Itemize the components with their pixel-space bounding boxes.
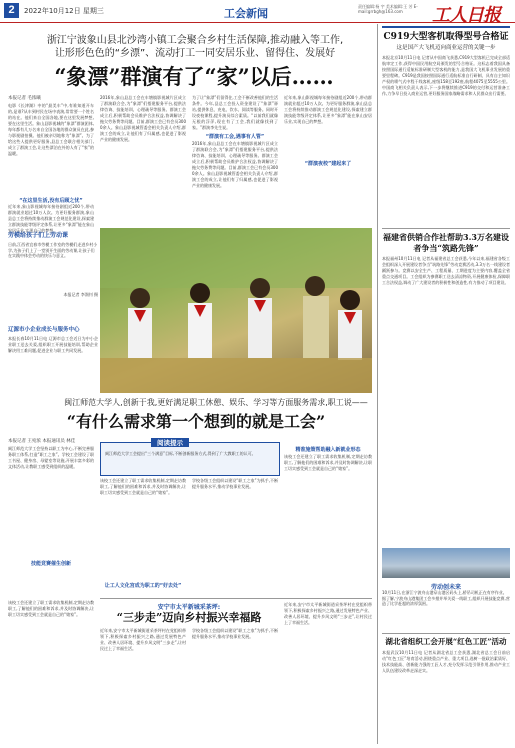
story2-col-1: 闽江师范大学工会坚持以职工为中心,不断完善服务职工体系,打造“职工之家”。学校工会建设了职工书屋、健身房、母婴室等设施,开展丰富多彩的文体活动,让教职工感受到组织的温暖。	[8, 446, 94, 469]
photo-credit: 本报记者 李润钊 摄	[63, 292, 98, 297]
right-story1-text: 本报北京10月11日电 记者从中国商飞获悉,C919大型客机已完成全部适航审定工作,获得中国民用航空局颁发的型号合格证。这标志着我国具备按照国际通行适航标准研制大型客机的能力,是我国大飞机事业发展的重要里程碑。C919是我国按照国际通行适航标准自行研制、具有自主知识产权的喷气式中程干线客机,座级158至192座,航程4075至5555公里。中国商飞相关负责人表示,下一步将继续推进C919的交付和运营准备工作,力争早日投入商业运营,更好服务国家战略需求和人民群众出行需要。	[382, 55, 510, 96]
left-story-headline: 辽源市小企业成长与服务中心	[8, 327, 80, 333]
column-divider	[377, 24, 378, 744]
lead-col-4: 近年来,象山影视城每年接待剧组近200个,带动群演就业超过10万人次。为更好服务群演,象山县总工会将持续推动群演工会规范化建设,探索建立群演技能等级评定体系,让更多“象漂”能在象山安居乐业,实现自己的梦想。	[284, 95, 372, 124]
story2-col-1b: 该校工会还建立了职工需求收集机制,定期走访教职工,了解他们的困难和诉求,并及时协调解决,让职工切实感受到工会就是自己的“娘家”。	[8, 600, 94, 617]
lead-col-3: 2016年,象山县总工会在车塘镇影视城片区成立了群演联合会,为“象漂”们搭建服务平台,提供法律咨询、技能培训、心理疏导等服务。群演工会成立后,积极帮助会员维护合法权益,协调解决了拖欠劳务费等问题。目前,群演工会已有会员3000余人。象山县影视城管委会相关负责人介绍,群演工会的成立,让他们有了归属感,也促进了影视产业的健康发展。	[192, 141, 278, 188]
lead-subtitle: 浙江宁波象山县北沙湾小镇工会聚合乡村生活保障,推动融入等工作,	[46, 35, 344, 46]
photo-title: 劳模给孩子们上劳动课	[8, 232, 69, 239]
story2-byline: 本报记者 王宛浓 本报通讯员 林佳	[8, 439, 76, 444]
story3-col-1: 近年来,安宁市太平新城街道采茶坪村在党组织带领下,积极探索乡村振兴之路,通过发展特色产业、改善人居环境、提升乡风文明“三步走”,让村民过上了幸福生活。	[100, 628, 186, 651]
right-story4-headline: 湖北省组织工会开展“红色工匠”活动	[385, 637, 507, 646]
lead-byline: 本报记者 毛浓曦	[8, 96, 41, 101]
lead-col-1b: 近年来,象山影视城每年接待剧组近200个,带动群演就业超过10万人次。为更好服务群演,象山县总工会将持续推动群演工会规范化建设,探索建立群演技能等级评定体系,让更多“象漂”能在象山安居乐业,实现自己的梦想。	[8, 204, 94, 233]
story2-subhead-2: 让工人文化宫成为职工的“好去处”	[104, 583, 182, 589]
story2-col-2: 该校工会还建立了职工需求收集机制,定期走访教职工,了解他们的困难和诉求,并及时协调解决,让职工切实感受到工会就是自己的“娘家”。	[100, 478, 186, 495]
right-story2-headline: 福建省供销合作社帮助3.3万名建设者争当“筑路先锋”	[383, 232, 509, 253]
right-top-rule	[382, 26, 510, 28]
reading-tip-box	[100, 439, 280, 476]
story3-headline: “三步走”迈向乡村振兴幸福路	[116, 611, 262, 624]
story3-col-3: 近年来,安宁市太平新城街道采茶坪村在党组织带领下,积极探索乡村振兴之路,通过发展特色产业、改善人居环境、提升乡风文明“三步走”,让村民过上了幸福生活。	[284, 602, 372, 625]
newspaper-logo: 工人日报	[432, 5, 500, 26]
story2-subhead-3: 精准施策帮助融入新就业形态	[295, 447, 361, 453]
story2-col-3: 学校各级工会组织以建设“职工之家”为抓手,不断提升服务水平,推动学校事业发展。	[192, 478, 278, 489]
section-title: 工会新闻	[224, 7, 268, 20]
story2-headline: “有什么需求第一个想到的就是工会”	[66, 412, 326, 431]
lead-col-3a: 为了让“象漂”们留得住,工会不断改善他们的生活条件。今年,县总工会投入资金建设了“象漂”驿站,提供休息、充电、饮水、阅读等服务。同时开设夜校课程,提升演员综合素质。“以前我们就像无根的浮萍,现在有了工会,我们就像找到了家。”群演李先生说。	[192, 95, 278, 130]
story3-kicker: 安宁市太平新城采茶坪:	[157, 604, 221, 611]
issue-date: 2022年10月12日 星期三	[24, 7, 104, 15]
story2-col-4: 该校工会还建立了职工需求收集机制,定期走访教职工,了解他们的困难和诉求,并及时协调解决,让职工切实感受到工会就是自己的“娘家”。	[284, 454, 372, 471]
editor-info: 责任编辑:杨 宇 美术编辑:王 芳 E-mail:grrbgh@163.com	[358, 4, 418, 14]
lead-subhead-1: “在这里生活,没有后顾之忧”	[19, 198, 83, 204]
story2-subtitle: 闽江师范大学人,创新于我,更好满足职工休憩、娱乐、学习等方面服务需求,职工说——	[64, 398, 368, 407]
lead-subtitle-2: 让形形色色的“乡漂”、流动打工一同安居乐业、留得住、发展好	[54, 48, 336, 59]
lead-subhead-3: “群演夜校”建起来了	[304, 161, 352, 167]
right-story1-subtitle: 这是国产大飞机迈向商业运营的关键一步	[396, 45, 496, 51]
bottom-divider	[100, 598, 372, 599]
news-photo	[100, 228, 372, 393]
children-labor-class-photo	[100, 228, 372, 393]
reading-tip-text: 闽江师范大学工会提出“三个满意”目标,不断创新服务方式,得到了广大教职工的认可。	[105, 451, 256, 456]
page-number: 2	[4, 3, 19, 18]
lead-headline: “象漂”群演有了“家”以后……	[54, 64, 334, 89]
right-divider-2	[382, 633, 510, 634]
port-photo	[382, 548, 510, 578]
lead-col-1: 电影《长津湖》中的“最美车”中,有谁知道开车的,是谁?从车到村民在场中表演,常常要一个姓名的站在。他们来自全国各地,要在这里发展梦想,要在这里生活。象山县影视城的“象漂”群演团体,每年都有几万名来自全国各地的群众演员在此,参与影视剧拍摄。他们被亲切地称为“象漂”。为了给这些人提供更好服务,县总工会联合相关部门,成立了群演工会,让这些漂泊在外的人有了“家”的温暖。	[8, 103, 94, 156]
lead-col-2: 2016年,象山县总工会在车塘镇影视城片区成立了群演联合会,为“象漂”们搭建服务平台,提供法律咨询、技能培训、心理疏导等服务。群演工会成立后,积极帮助会员维护合法权益,协调解决了拖欠劳务费等问题。目前,群演工会已有会员3000余人。象山县影视城管委会相关负责人介绍,群演工会的成立,让他们有了归属感,也促进了影视产业的健康发展。	[100, 95, 186, 142]
photo-caption: 日前,江西省宜春市劳模工作室的劳模们走进乡村小学,为孩子们上了一堂别开生面的劳动课,让孩子们在实践中体会劳动的快乐与意义。	[8, 242, 98, 258]
lead-subhead-2: “群演有工会,遇事有人管”	[205, 134, 265, 140]
right-story4-text: 本报武汉10月11日电 记者从湖北省总工会获悉,湖北省总工会日前启动“红色工匠”培育活动,围绕重点产业、重大项目,选树一批政治素质好、技术技能高、创新能力强的工匠人才,充分发挥示范引领作用,推动产业工人队伍建设改革走深走实。	[382, 650, 510, 673]
left-story-text: 本报长春10月11日电 辽源市总工会近日为中小企业职工送去关爱,组织职工开展技能培训,帮助企业解决用工难问题,促进企业与职工共同发展。	[8, 336, 98, 353]
right-photo-caption: 10月11日,在浙江宁波舟山港穿山港区码头上,桥吊司机正在有序作业。据了解,宁波舟山港集团工会多措并举关爱一线职工,组织开展技能竞赛,营造了比学赶超的浓厚氛围。	[382, 590, 510, 606]
right-story2-text: 本报福州10月11日电 记者从福建省总工会获悉,今年以来,福建省各级工会组织深入开展建设者争当“筑路先锋”劳动竞赛活动,3.3万名一线建设者踊跃参与。竞赛以安全生产、工程质量、工期进度为主要内容,覆盖全省重点交通项目。工会组织为参赛职工送去清凉物资,开展健康体检,保障职工合法权益,调动了广大建设者的积极性和创造性,有力推动了项目建设。	[382, 256, 510, 285]
story2-subhead-1: 技能竞赛催生创新	[30, 561, 71, 567]
story3-col-2: 学校各级工会组织以建设“职工之家”为抓手,不断提升服务水平,推动学校事业发展。	[192, 628, 278, 639]
right-divider-1	[382, 228, 510, 229]
reading-tip-label: 阅读提示	[151, 438, 189, 447]
right-photo-title: 劳动创未来	[430, 584, 461, 591]
right-story1-headline: C919大型客机取得型号合格证	[383, 32, 509, 42]
